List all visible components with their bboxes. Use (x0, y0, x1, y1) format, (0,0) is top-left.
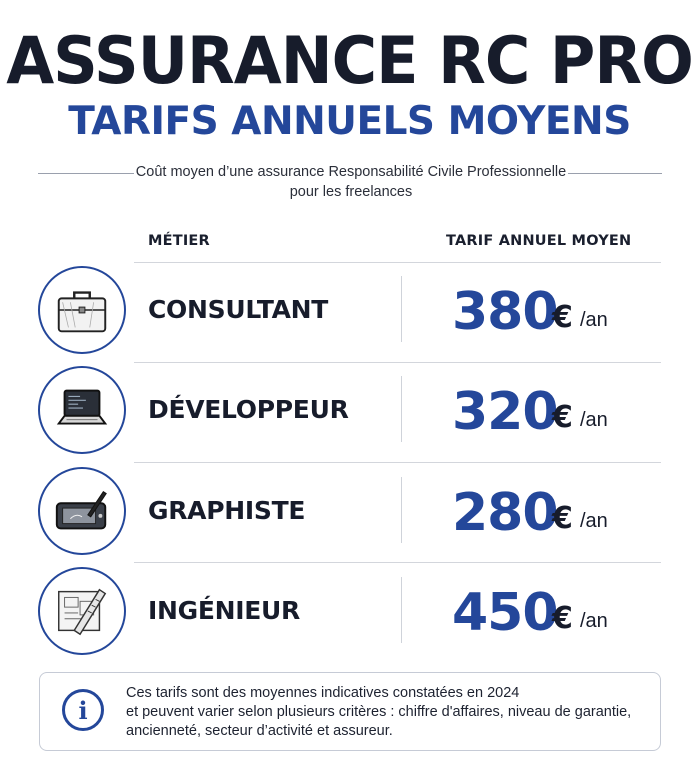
info-note (39, 672, 661, 751)
info-icon: i (62, 689, 104, 731)
currency-symbol: € (552, 300, 573, 335)
page-title: ASSURANCE RC PRO (6, 22, 693, 99)
info-note-line-3: ancienneté, secteur d’activité et assureur. (126, 723, 393, 739)
job-label: INGÉNIEUR (148, 596, 300, 625)
row-divider (401, 477, 402, 543)
price-value: 380 (452, 282, 558, 342)
graphics-tablet-icon (38, 467, 126, 555)
row-divider (401, 376, 402, 442)
table-row-developpeur (0, 364, 699, 464)
table-divider (134, 362, 661, 363)
currency-symbol: € (552, 601, 573, 636)
table-divider (134, 262, 661, 263)
table-divider (134, 462, 661, 463)
price-unit: /an (580, 409, 608, 431)
price-value: 320 (452, 382, 558, 442)
table-row-ingenieur (0, 565, 699, 665)
table-row-graphiste (0, 465, 699, 565)
table-divider (134, 562, 661, 563)
blueprint-icon (38, 567, 126, 655)
price-unit: /an (580, 309, 608, 331)
info-note-text (126, 684, 646, 741)
laptop-icon (38, 366, 126, 454)
description (134, 162, 568, 202)
currency-symbol: € (552, 501, 573, 536)
currency-symbol: € (552, 400, 573, 435)
price-value: 280 (452, 483, 558, 543)
job-label: GRAPHISTE (148, 496, 306, 525)
page-subtitle: TARIFS ANNUELS MOYENS (68, 99, 631, 144)
job-label: DÉVELOPPEUR (148, 395, 349, 424)
description-rule-right (568, 173, 662, 174)
column-header-tarif: TARIF ANNUEL MOYEN (446, 233, 632, 249)
table-row-consultant (0, 264, 699, 364)
column-header-metier: MÉTIER (148, 233, 210, 249)
description-line-2: pour les freelances (289, 184, 413, 200)
info-note-line-2: et peuvent varier selon plusieurs critères : chiffre d'affaires, niveau de garantie, (126, 704, 632, 720)
info-note-line-1: Ces tarifs sont des moyennes indicatives constatées en 2024 (126, 685, 520, 701)
price-unit: /an (580, 610, 608, 632)
row-divider (401, 276, 402, 342)
price-value: 450 (452, 583, 558, 643)
description-line-1: Coût moyen d’une assurance Responsabilité Civile Professionnelle (135, 164, 567, 180)
briefcase-icon (38, 266, 126, 354)
description-rule-left (38, 173, 134, 174)
price-unit: /an (580, 510, 608, 532)
row-divider (401, 577, 402, 643)
job-label: CONSULTANT (148, 295, 329, 324)
